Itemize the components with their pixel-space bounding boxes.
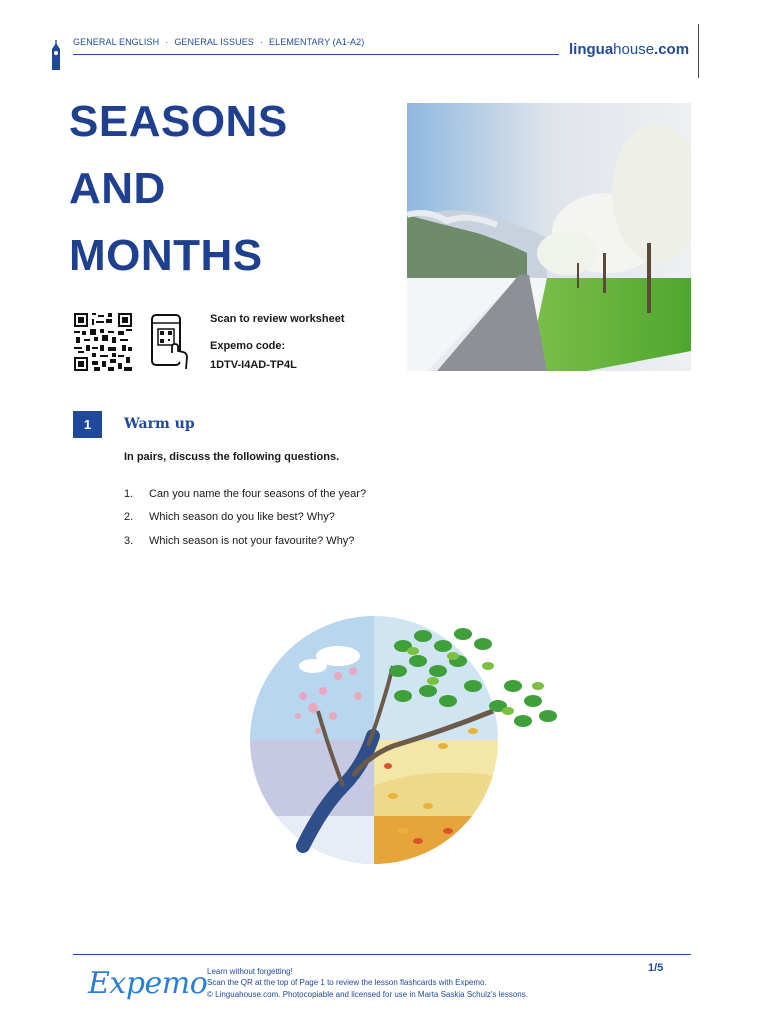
- breadcrumb-separator: ·: [259, 37, 264, 47]
- section-number-badge: 1: [73, 411, 102, 438]
- logo-part-lingua: lingua: [569, 41, 614, 58]
- logo-part-com: .com: [654, 41, 690, 58]
- four-seasons-tree-illustration: [243, 616, 571, 864]
- logo-part-house: house: [613, 41, 655, 58]
- phone-scan-icon: [150, 313, 192, 371]
- section-instruction: In pairs, discuss the following questions.: [124, 451, 340, 463]
- linguahouse-logo: [569, 41, 689, 58]
- page-title-line-2: AND: [69, 164, 166, 213]
- expemo-code-label: Expemo code:: [210, 340, 286, 352]
- page-title-line-3: MONTHS: [69, 231, 263, 280]
- list-item: [124, 535, 354, 547]
- footer-instruction: Scan the QR at the top of Page 1 to review the lesson flashcards with Expemo.: [207, 978, 487, 987]
- list-item-number: 1.: [124, 488, 134, 500]
- breadcrumb-level-3: ELEMENTARY (A1-A2): [269, 37, 365, 47]
- footer-divider: [73, 954, 691, 955]
- list-item-text: Which season do you like best? Why?: [149, 511, 335, 523]
- list-item-number: 2.: [124, 511, 134, 523]
- breadcrumb-level-2: GENERAL ISSUES: [174, 37, 254, 47]
- list-item-text: Which season is not your favourite? Why?: [149, 535, 355, 547]
- list-item: [124, 511, 335, 523]
- breadcrumb-separator: ·: [165, 37, 169, 47]
- page-title-line-1: SEASONS: [69, 97, 288, 146]
- section-title: Warm up: [124, 416, 195, 432]
- header-divider: [73, 54, 559, 55]
- breadcrumb-level-1: GENERAL ENGLISH: [73, 37, 160, 47]
- list-item: [124, 488, 366, 500]
- header-vertical-rule: [698, 24, 699, 78]
- footer-copyright: © Linguahouse.com. Photocopiable and licensed for use in Marta Saskia Schulz's lessons.: [207, 990, 528, 999]
- expemo-code-value: 1DTV-I4AD-TP4L: [210, 359, 297, 371]
- scan-label: Scan to review worksheet: [210, 313, 345, 325]
- expemo-logo: Expemo: [88, 966, 208, 1001]
- footer-tagline: Learn without forgetting!: [207, 967, 293, 976]
- seasons-road-photo: [407, 103, 691, 371]
- list-item-number: 3.: [124, 535, 134, 547]
- list-item-text: Can you name the four seasons of the year?: [149, 488, 367, 500]
- big-ben-icon: [50, 40, 62, 70]
- qr-code-icon[interactable]: [73, 313, 133, 371]
- breadcrumb: [73, 37, 364, 47]
- page-number: 1/5: [648, 962, 664, 974]
